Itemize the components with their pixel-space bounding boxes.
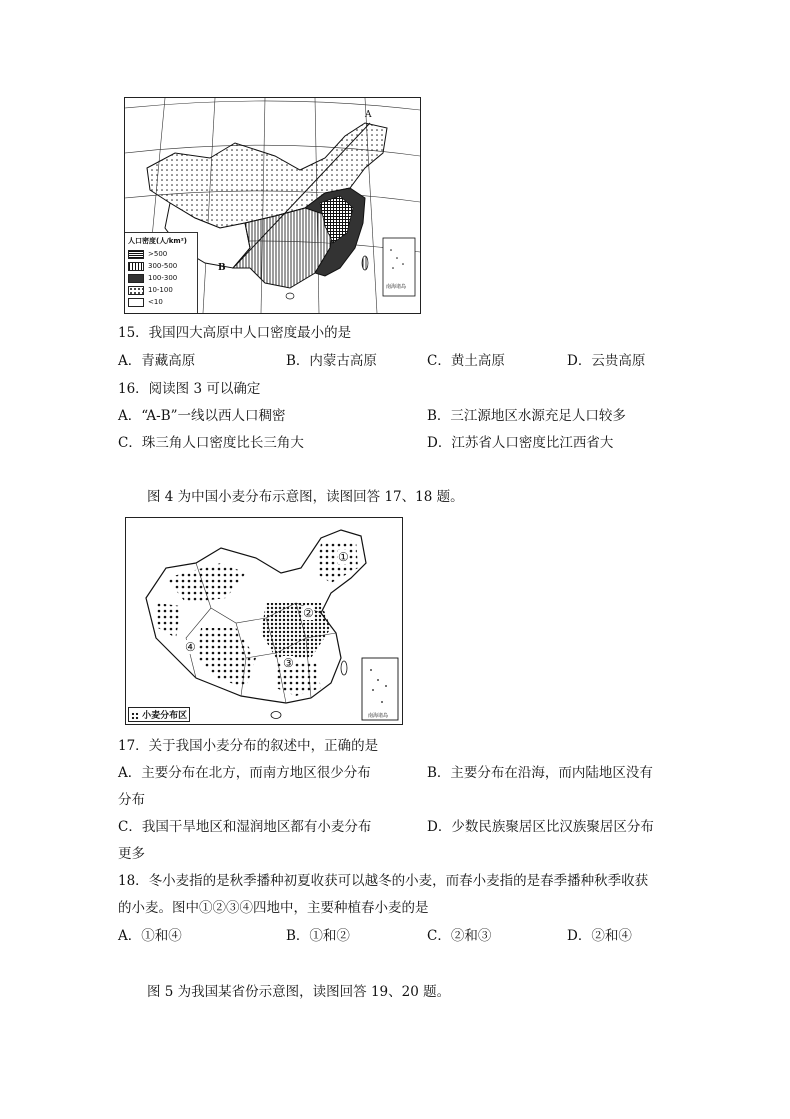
legend-swatch-dots (128, 286, 144, 295)
wheat-dots-icon (131, 712, 139, 720)
q18-option-b[interactable]: B．①和② (286, 928, 350, 944)
legend-swatch-grid (128, 250, 144, 259)
label-a: A (365, 110, 372, 120)
q15-option-c[interactable]: C．黄土高原 (427, 353, 505, 369)
legend-label: 100-300 (148, 274, 178, 282)
q18-option-d[interactable]: D．②和④ (567, 928, 632, 944)
figure5-intro: 图 5 为我国某省份示意图，读图回答 19、20 题。 (147, 984, 451, 1000)
q16-option-a[interactable]: A．“A-B”一线以西人口稠密 (118, 408, 286, 424)
map1-inset-label: 南海诸岛 (386, 284, 407, 290)
q18-option-a[interactable]: A．①和④ (118, 928, 182, 944)
legend-row (128, 261, 177, 271)
figure4-intro: 图 4 为中国小麦分布示意图，读图回答 17、18 题。 (147, 489, 464, 505)
q16-option-b[interactable]: B．三江源地区水源充足人口较多 (427, 408, 626, 424)
marker-4: ④ (185, 640, 196, 654)
legend-label: 10-100 (148, 286, 173, 294)
wheat-legend-label: 小麦分布区 (142, 711, 188, 721)
q16-stem: 16．阅读图 3 可以确定 (118, 381, 261, 397)
legend-label: 300-500 (148, 262, 178, 270)
q17-option-a[interactable]: A．主要分布在北方，而南方地区很少分布 (118, 765, 371, 781)
legend-row (128, 285, 173, 295)
marker-3: ③ (283, 656, 294, 670)
legend-swatch-dark (128, 274, 144, 283)
q18-option-c[interactable]: C．②和③ (427, 928, 492, 944)
q17-stem: 17．关于我国小麦分布的叙述中，正确的是 (118, 738, 379, 754)
legend-row (128, 273, 177, 283)
q17-option-d-continued: 更多 (118, 846, 145, 862)
legend-label: >500 (148, 250, 168, 258)
wheat-legend (128, 707, 190, 722)
legend-swatch-blank (128, 298, 144, 307)
q16-option-d[interactable]: D．江苏省人口密度比江西省大 (427, 435, 614, 451)
legend-row (128, 249, 167, 259)
legend-row (128, 297, 163, 307)
q17-option-b-continued: 分布 (118, 792, 145, 808)
marker-2: ② (303, 606, 314, 620)
marker-1: ① (338, 550, 349, 564)
q17-option-d[interactable]: D．少数民族聚居区比汉族聚居区分布 (427, 819, 654, 835)
q15-option-d[interactable]: D．云贵高原 (567, 353, 646, 369)
label-b: B (218, 263, 226, 273)
q15-stem: 15．我国四大高原中人口密度最小的是 (118, 325, 352, 341)
q15-option-b[interactable]: B．内蒙古高原 (286, 353, 377, 369)
wheat-distribution-map (125, 517, 403, 725)
legend-label: <10 (148, 298, 163, 306)
map2-inset-label: 南海诸岛 (368, 713, 389, 719)
q18-stem-line1: 18．冬小麦指的是秋季播种初夏收获可以越冬的小麦，而春小麦指的是春季播种秋季收获 (118, 873, 649, 889)
population-density-map (124, 97, 421, 314)
q17-option-c[interactable]: C．我国干旱地区和湿润地区都有小麦分布 (118, 819, 372, 835)
q16-option-c[interactable]: C．珠三角人口密度比长三角大 (118, 435, 304, 451)
density-legend (125, 232, 198, 313)
q15-option-a[interactable]: A．青藏高原 (118, 353, 196, 369)
legend-title: 人口密度(人/km²) (128, 237, 187, 245)
wheat-map-graphic (126, 518, 402, 724)
q17-option-b[interactable]: B．主要分布在沿海，而内陆地区没有 (427, 765, 653, 781)
q18-stem-line2: 的小麦。图中①②③④四地中，主要种植春小麦的是 (118, 900, 429, 916)
legend-swatch-lines (128, 262, 144, 271)
